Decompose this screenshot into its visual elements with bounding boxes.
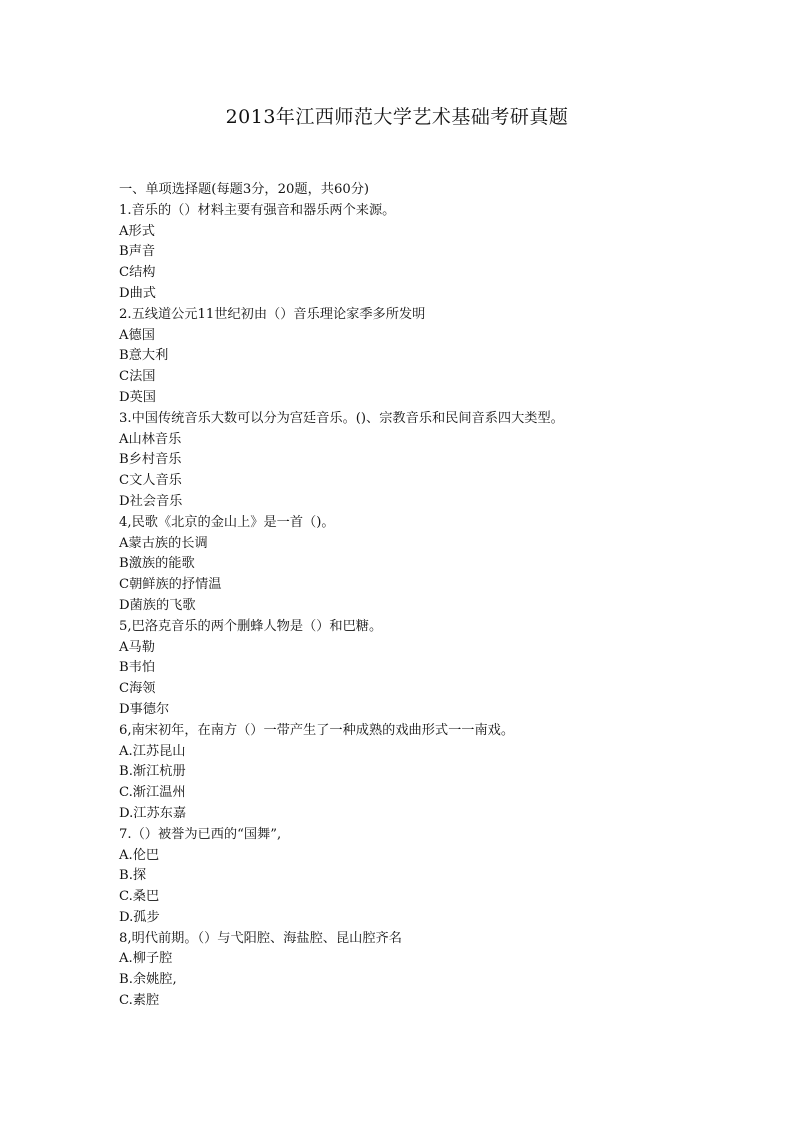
section-heading: 一、单项选择题(每题3分，20题，共60分) <box>119 182 370 197</box>
option-a: A山林音乐 <box>119 431 182 447</box>
option-b: B.渐江杭册 <box>119 764 186 780</box>
option-b: B意大利 <box>119 348 169 364</box>
option-b: B韦怕 <box>119 660 156 676</box>
option-d: D.江苏东嘉 <box>119 805 187 821</box>
question-1 <box>119 201 759 305</box>
option-d: D事德尔 <box>119 701 170 717</box>
question-stem: 4,民歌《北京的金山上》是一首（)。 <box>119 514 335 530</box>
question-8 <box>119 929 759 1012</box>
question-stem: 1.音乐的（）材料主要有强音和器乐两个来源。 <box>119 202 396 218</box>
question-2 <box>119 305 759 409</box>
option-b: B乡村音乐 <box>119 452 182 468</box>
question-stem: 8,明代前期。（）与弋阳腔、海盐腔、昆山腔齐名 <box>119 930 402 946</box>
question-4 <box>119 513 759 617</box>
option-b: B激族的能歌 <box>119 556 195 572</box>
option-a: A德国 <box>119 327 155 343</box>
option-a: A.江苏昆山 <box>119 743 186 759</box>
option-c: C海领 <box>119 681 156 697</box>
option-a: A.柳子腔 <box>119 951 173 967</box>
question-stem: 2.五线道公元11世纪初由（）音乐理论家季多所发明 <box>119 306 426 322</box>
option-a: A蒙古族的长调 <box>119 535 208 551</box>
option-a: A.伦巴 <box>119 847 160 863</box>
option-b: B.探 <box>119 868 147 884</box>
option-a: A马勒 <box>119 639 155 655</box>
question-stem: 3.中国传统音乐大数可以分为宫廷音乐。()、宗教音乐和民间音系四大类型。 <box>119 410 564 426</box>
question-stem: 5,巴洛克音乐的两个删蜂人物是（）和巴糖。 <box>119 618 383 634</box>
option-b: B.余姚腔, <box>119 972 177 988</box>
question-stem: 6,南宋初年，在南方（）一带产生了一种成熟的戏曲形式一一南戏。 <box>119 722 515 738</box>
option-c: C.渐江温州 <box>119 785 186 801</box>
option-c: C法国 <box>119 369 156 385</box>
document-title: 2013年江西师范大学艺术基础考研真题 <box>225 106 569 128</box>
option-d: D菌族的飞歌 <box>119 597 196 613</box>
option-c: C朝鲜族的抒情温 <box>119 577 222 593</box>
option-d: D社会音乐 <box>119 493 183 509</box>
option-c: C.素腔 <box>119 993 160 1009</box>
option-b: B声音 <box>119 244 156 260</box>
option-d: D曲式 <box>119 285 156 301</box>
exam-content <box>119 180 759 1012</box>
option-c: C文人音乐 <box>119 473 182 489</box>
question-stem: 7.（）被誉为已西的“国舞”, <box>119 826 282 842</box>
option-c: C结构 <box>119 265 156 281</box>
question-3 <box>119 409 759 513</box>
option-d: D英国 <box>119 389 156 405</box>
question-6 <box>119 721 759 825</box>
option-c: C.桑巴 <box>119 889 160 905</box>
question-5 <box>119 617 759 721</box>
option-d: D.孤步 <box>119 909 160 925</box>
question-7 <box>119 825 759 929</box>
option-a: A形式 <box>119 223 155 239</box>
